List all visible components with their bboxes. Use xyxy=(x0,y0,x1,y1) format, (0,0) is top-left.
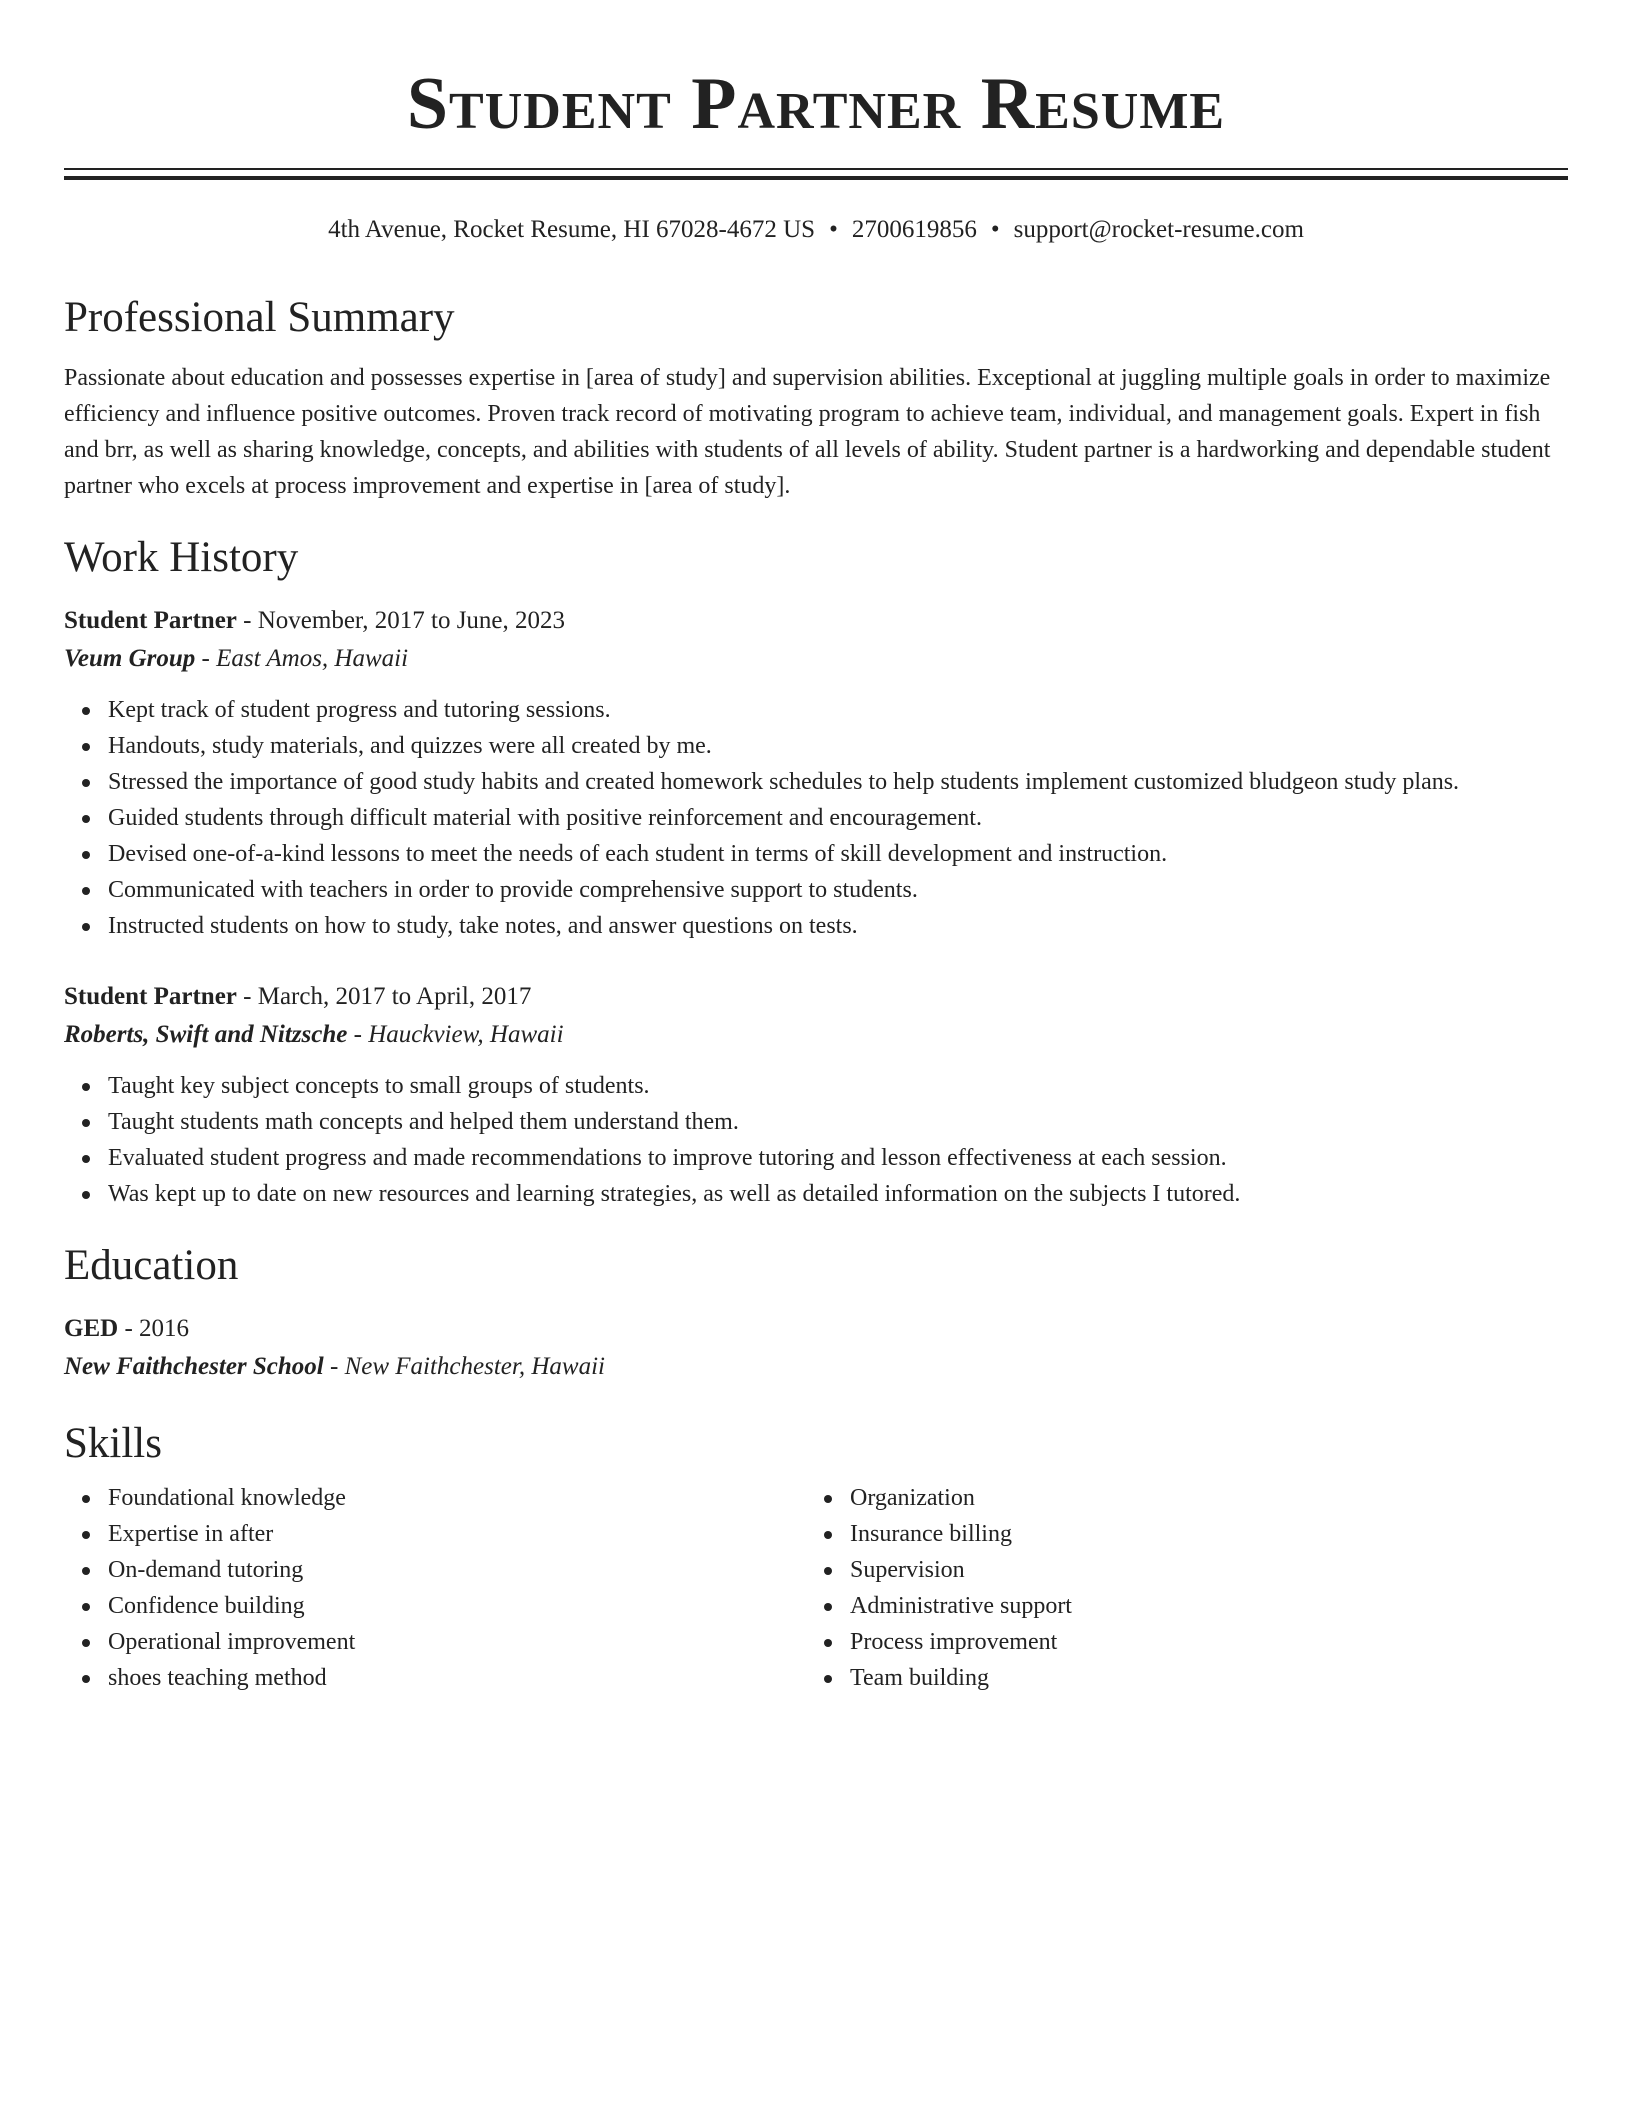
contact-phone: 2700619856 xyxy=(851,216,977,243)
title-rule-thick xyxy=(64,176,1568,180)
title-rule-thin xyxy=(64,168,1568,170)
section-title-summary: Professional Summary xyxy=(64,294,455,341)
job-company: Roberts, Swift and Nitzsche xyxy=(64,1021,348,1048)
contact-email: support@rocket-resume.com xyxy=(1013,216,1304,243)
education-year: - 2016 xyxy=(118,1315,190,1342)
list-item: Instructed students on how to study, take notes, and answer questions on tests. xyxy=(108,908,1568,944)
education-school-line xyxy=(64,1348,1568,1386)
job-dates: - March, 2017 to April, 2017 xyxy=(236,983,532,1010)
list-item: Handouts, study materials, and quizzes were all created by me. xyxy=(108,728,1568,764)
skills-list-right xyxy=(806,1480,1548,1696)
skill-item: Administrative support xyxy=(850,1588,1548,1624)
skill-item: Organization xyxy=(850,1480,1548,1516)
education-degree: GED xyxy=(64,1315,119,1342)
job-role: Student Partner xyxy=(64,983,237,1010)
contact-line xyxy=(64,214,1568,246)
skill-item: Foundational knowledge xyxy=(108,1480,806,1516)
job-company-line xyxy=(64,640,1568,678)
skill-item: shoes teaching method xyxy=(108,1660,806,1696)
job-entry xyxy=(64,602,1568,944)
job-role: Student Partner xyxy=(64,607,237,634)
skill-item: Insurance billing xyxy=(850,1516,1548,1552)
list-item: Stressed the importance of good study habits and created homework schedules to help students implement customized bludgeon study plans. xyxy=(108,764,1568,800)
job-title-line xyxy=(64,978,1568,1016)
skill-item: Process improvement xyxy=(850,1624,1548,1660)
section-title-skills: Skills xyxy=(64,1420,162,1467)
job-company: Veum Group xyxy=(64,645,196,672)
list-item: Evaluated student progress and made recommendations to improve tutoring and lesson effectiveness at each session. xyxy=(108,1140,1568,1176)
list-item: Taught key subject concepts to small groups of students. xyxy=(108,1068,1568,1104)
list-item: Devised one-of-a-kind lessons to meet the needs of each student in terms of skill development and instruction. xyxy=(108,836,1568,872)
education-location: - New Faithchester, Hawaii xyxy=(323,1353,605,1380)
skill-item: Supervision xyxy=(850,1552,1548,1588)
skills-columns xyxy=(64,1480,1568,1696)
list-item: Taught students math concepts and helped them understand them. xyxy=(108,1104,1568,1140)
section-title-education: Education xyxy=(64,1242,239,1289)
skill-item: Operational improvement xyxy=(108,1624,806,1660)
contact-separator: • xyxy=(990,216,1000,243)
job-location: - East Amos, Hawaii xyxy=(195,645,409,672)
section-title-work-history: Work History xyxy=(64,534,299,581)
contact-separator: • xyxy=(829,216,838,243)
skill-item: Confidence building xyxy=(108,1588,806,1624)
education-entry xyxy=(64,1310,1568,1386)
job-location: - Hauckview, Hawaii xyxy=(347,1021,564,1048)
contact-address: 4th Avenue, Rocket Resume, HI 67028-4672 US xyxy=(328,216,816,243)
skill-item: On-demand tutoring xyxy=(108,1552,806,1588)
summary-text: Passionate about education and possesses expertise in [area of study] and supervision abilities. Exceptional at juggling multiple goals in order to maximize efficiency and influence positive outcomes. Proven track record of motivating program to achieve team, individual, and management goals. Expert in fish and brr, as well as sharing knowledge, concepts, and abilities with students of all levels of ability. Student partner is a hardworking and dependable student partner who excels at process improvement and expertise in [area of study]. xyxy=(64,365,1551,499)
job-dates: - November, 2017 to June, 2023 xyxy=(236,607,566,634)
job-duties-list xyxy=(64,692,1568,944)
job-duties-list xyxy=(64,1068,1568,1212)
education-school: New Faithchester School xyxy=(64,1353,324,1380)
skill-item: Expertise in after xyxy=(108,1516,806,1552)
list-item: Kept track of student progress and tutoring sessions. xyxy=(108,692,1568,728)
list-item: Was kept up to date on new resources and learning strategies, as well as detailed information on the subjects I tutored. xyxy=(108,1176,1568,1212)
skills-list-left xyxy=(64,1480,806,1696)
job-entry xyxy=(64,978,1568,1212)
list-item: Communicated with teachers in order to provide comprehensive support to students. xyxy=(108,872,1568,908)
job-company-line xyxy=(64,1016,1568,1054)
list-item: Guided students through difficult material with positive reinforcement and encouragement. xyxy=(108,800,1568,836)
job-title-line xyxy=(64,602,1568,640)
education-degree-line xyxy=(64,1310,1568,1348)
skill-item: Team building xyxy=(850,1660,1548,1696)
resume-title: Student Partner Resume xyxy=(406,63,1226,145)
